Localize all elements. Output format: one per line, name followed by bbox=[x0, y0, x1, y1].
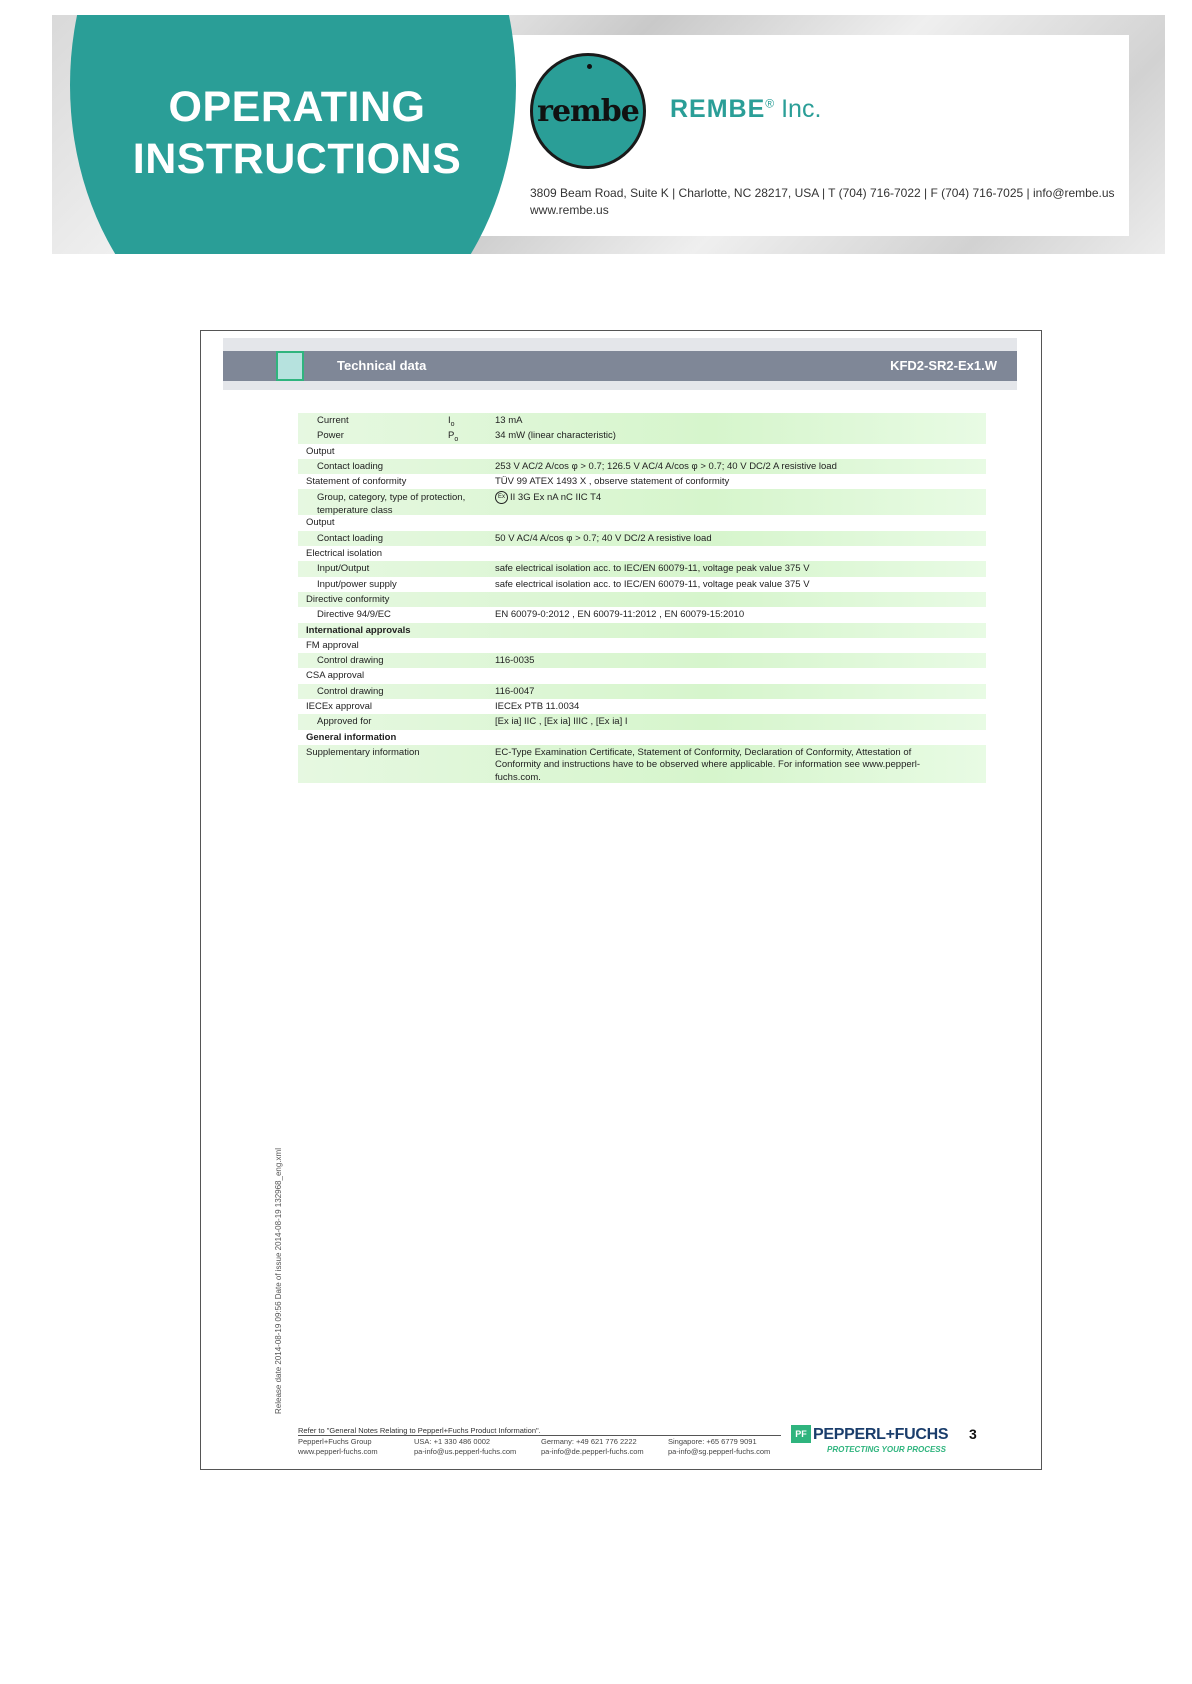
footer-text: Pepperl+Fuchs Group bbox=[298, 1437, 372, 1446]
spec-row bbox=[298, 638, 986, 653]
footer-contact-group bbox=[298, 1437, 378, 1457]
spec-label: IECEx approval bbox=[306, 701, 373, 713]
address-line-1: 3809 Beam Road, Suite K | Charlotte, NC 28217, USA | T (704) 716-7022 | F (704) 716-7025 | info@rembe.us bbox=[530, 186, 1115, 200]
spec-row bbox=[298, 531, 986, 546]
spec-label: General information bbox=[306, 731, 397, 743]
spec-row bbox=[298, 459, 986, 474]
spec-symbol: $P_o$ bbox=[448, 430, 459, 444]
footer-contact-germany bbox=[541, 1437, 644, 1457]
spec-label: Directive conformity bbox=[306, 593, 390, 605]
spec-value: safe electrical isolation acc. to IEC/EN 60079-11, voltage peak value 375 V bbox=[495, 578, 810, 590]
spec-label: Approved for bbox=[317, 716, 372, 728]
spec-value: 50 V AC/4 A/cos φ > 0.7; 40 V DC/2 A resistive load bbox=[495, 532, 712, 544]
spec-row bbox=[298, 515, 986, 530]
footer-contact-singapore bbox=[668, 1437, 770, 1457]
spec-row bbox=[298, 668, 986, 683]
spec-row bbox=[298, 444, 986, 459]
spec-row bbox=[298, 684, 986, 699]
spec-row bbox=[298, 607, 986, 622]
spec-row bbox=[298, 413, 986, 428]
brand-name bbox=[670, 95, 821, 124]
spec-label: Contact loading bbox=[317, 460, 384, 472]
spec-label: Input/power supply bbox=[317, 578, 397, 590]
address-line-2: www.rembe.us bbox=[530, 203, 609, 217]
footer-text: Germany: +49 621 776 2222 bbox=[541, 1437, 637, 1446]
footer-divider bbox=[298, 1435, 781, 1436]
title-line-1: OPERATING bbox=[168, 83, 426, 131]
spec-row bbox=[298, 592, 986, 607]
spec-label: Statement of conformity bbox=[306, 476, 407, 488]
datasheet-page bbox=[200, 330, 1042, 1470]
spec-label: International approvals bbox=[306, 624, 411, 636]
rembe-logo bbox=[530, 53, 646, 169]
spec-row bbox=[298, 653, 986, 668]
page-title bbox=[132, 81, 462, 185]
spec-label: Control drawing bbox=[317, 685, 384, 697]
footer-link[interactable]: pa-info@us.pepperl-fuchs.com bbox=[414, 1447, 517, 1456]
model-number: KFD2-SR2-Ex1.W bbox=[890, 358, 997, 373]
spec-label: Current bbox=[317, 415, 349, 426]
spec-label: Input/Output bbox=[317, 563, 370, 575]
logo-text: rembe bbox=[537, 94, 639, 129]
spec-row bbox=[298, 623, 986, 638]
section-marker-icon bbox=[276, 351, 304, 381]
spec-row bbox=[298, 714, 986, 729]
section-title: Technical data bbox=[337, 358, 427, 373]
spec-label: Contact loading bbox=[317, 532, 384, 544]
spec-value: TÜV 99 ATEX 1493 X , observe statement of conformity bbox=[495, 476, 730, 488]
pepperl-fuchs-tagline: PROTECTING YOUR PROCESS bbox=[827, 1445, 946, 1454]
spec-row bbox=[298, 474, 986, 489]
brand-text: REMBE bbox=[670, 95, 766, 123]
spec-label: Electrical isolation bbox=[306, 548, 383, 560]
spec-label: Control drawing bbox=[317, 655, 384, 667]
brand-registered: ® bbox=[765, 96, 775, 111]
ex-protection-icon: Ex bbox=[495, 491, 508, 504]
spec-value: Ex II 3G Ex nA nC IIC T4 bbox=[495, 491, 601, 504]
brand-suffix: Inc. bbox=[781, 95, 822, 123]
spec-value: 116-0047 bbox=[495, 685, 535, 697]
spec-row bbox=[298, 730, 986, 745]
spec-label: Supplementary information bbox=[306, 746, 420, 758]
footer-link[interactable]: pa-info@sg.pepperl-fuchs.com bbox=[668, 1447, 771, 1456]
spec-label: Power bbox=[317, 430, 344, 442]
spec-table bbox=[298, 413, 986, 783]
logo-dot bbox=[587, 64, 592, 69]
spec-value: safe electrical isolation acc. to IEC/EN 60079-11, voltage peak value 375 V bbox=[495, 563, 810, 575]
spec-value: [Ex ia] IIC , [Ex ia] IIIC , [Ex ia] I bbox=[495, 716, 628, 728]
spec-value: EC-Type Examination Certificate, Statement of Conformity, Declaration of Conformity, Attestation of Conformity and instructions have to be observed where applicable. For information see www.pepperl-fuchs.com. bbox=[495, 746, 921, 783]
header-banner bbox=[52, 15, 1165, 254]
contact-address bbox=[530, 185, 1115, 219]
spec-symbol: $I_o$ bbox=[448, 415, 455, 428]
spec-label: Output bbox=[306, 517, 335, 529]
spec-value: 116-0035 bbox=[495, 655, 535, 667]
spec-label: Directive 94/9/EC bbox=[317, 609, 391, 621]
spec-row bbox=[298, 577, 986, 592]
spec-value: 13 mA bbox=[495, 415, 523, 426]
spec-label: Output bbox=[306, 445, 335, 457]
pepperl-fuchs-logo-icon: PF bbox=[791, 1425, 811, 1443]
spec-row bbox=[298, 745, 986, 783]
title-line-2: INSTRUCTIONS bbox=[132, 135, 462, 183]
spec-label: Group, category, type of protection, temperature class bbox=[317, 492, 466, 517]
spec-value: 34 mW (linear characteristic) bbox=[495, 430, 616, 442]
page-number: 3 bbox=[969, 1426, 977, 1442]
spec-row bbox=[298, 699, 986, 714]
release-date-text: Release date 2014-08-19 09:56 Date of issue 2014-08-19 132968_eng.xml bbox=[274, 1148, 283, 1414]
footer-contact-usa bbox=[414, 1437, 516, 1457]
spec-row bbox=[298, 546, 986, 561]
pepperl-fuchs-name: PEPPERL+FUCHS bbox=[813, 1426, 949, 1443]
spec-label: CSA approval bbox=[306, 670, 365, 682]
spec-row bbox=[298, 489, 986, 515]
footer-reference: Refer to "General Notes Relating to Pepperl+Fuchs Product Information". bbox=[298, 1426, 541, 1435]
spec-value: 253 V AC/2 A/cos φ > 0.7; 126.5 V AC/4 A/cos φ > 0.7; 40 V DC/2 A resistive load bbox=[495, 460, 837, 472]
spec-value: EN 60079-0:2012 , EN 60079-11:2012 , EN 60079-15:2010 bbox=[495, 609, 745, 621]
footer-link[interactable]: pa-info@de.pepperl-fuchs.com bbox=[541, 1447, 644, 1456]
footer-link[interactable]: www.pepperl-fuchs.com bbox=[298, 1447, 378, 1456]
footer-text: Singapore: +65 6779 9091 bbox=[668, 1437, 757, 1446]
spec-label: FM approval bbox=[306, 639, 359, 651]
spec-row bbox=[298, 428, 986, 443]
spec-value: IECEx PTB 11.0034 bbox=[495, 701, 580, 713]
spec-row bbox=[298, 561, 986, 576]
footer-text: USA: +1 330 486 0002 bbox=[414, 1437, 491, 1446]
